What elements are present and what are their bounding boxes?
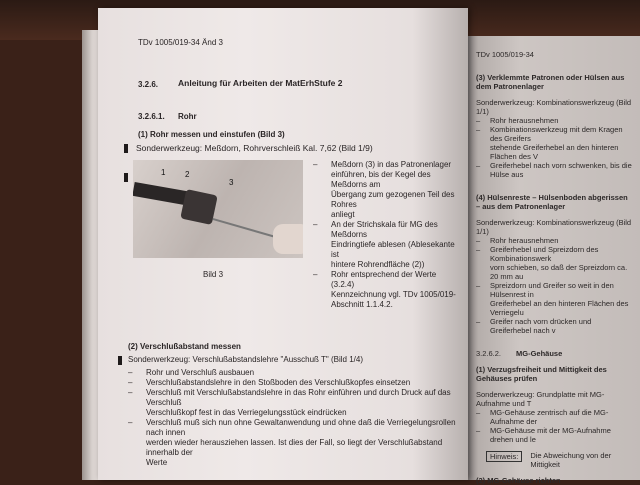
section-title: Anleitung für Arbeiten der MatErhStufe 2: [178, 78, 343, 88]
item5-tool: Sonderwerkzeug: Grundplatte mit MG-Aufnahme und T: [476, 390, 605, 408]
step: – Greifer nach vorn drücken und Greiferhebel nach v: [476, 317, 592, 335]
figure-label: 2: [185, 170, 190, 179]
step-cont: Eindringtiefe ablesen (Ablesekante ist: [331, 240, 455, 259]
right-page: [468, 36, 640, 485]
step-cont: hintere Rohrendfläche (2)): [331, 260, 425, 269]
step-cont: Abschnitt 1.1.4.2.: [331, 300, 393, 309]
step: – Spreizdorn und Greifer so weit in den Hülsenrest in: [476, 281, 614, 299]
left-page: [98, 8, 468, 480]
step: – Greiferhebel und Spreizdorn des Kombinationswerk: [476, 245, 599, 263]
margin-bar: [124, 173, 128, 182]
doc-id: TDv 1005/019-34 Änd 3: [138, 38, 223, 47]
hint-row: [486, 451, 632, 469]
step-cont: stehende Greiferhebel an den hinteren Flächen des V: [490, 143, 619, 161]
step-cont: Übergang zum gezogenen Teil des Rohres: [331, 190, 455, 209]
step: – Rohr herausnehmen: [476, 236, 559, 245]
item4-title: (4) Hülsenreste – Hülsenboden abgerissen – aus dem Patronenlager: [476, 193, 628, 211]
step: – Kombinationswerkzeug mit dem Kragen des Greifers: [476, 125, 623, 143]
item3-tool: Sonderwerkzeug: Kombinationswerkzeug (Bild 1/1): [476, 98, 632, 116]
figure-caption: Bild 3: [203, 270, 224, 279]
section-number: 3.2.6.: [138, 80, 159, 89]
item3-title: (3) Verklemmte Patronen oder Hülsen aus dem Patronenlager: [476, 73, 625, 91]
item2-title: (2) Verschlußabstand messen: [128, 342, 241, 351]
step-cont: Greiferhebel an den hinteren Flächen des Verriegelu: [490, 299, 629, 317]
step: – Greiferhebel nach vorn schwenken, bis die Hülse aus: [476, 161, 632, 179]
figure-label: 3: [229, 178, 234, 187]
hint-label: Hinweis:: [486, 451, 522, 462]
hint-text: Die Abweichung von der Mittigkeit: [530, 451, 612, 469]
item1-tool: Sonderwerkzeug: Meßdorn, Rohrverschleiß Kal. 7,62 (Bild 1/9): [136, 143, 373, 153]
figure-label: 1: [161, 168, 166, 177]
margin-bar: [124, 144, 128, 153]
subsection-number: 3.2.6.2.: [476, 349, 502, 358]
step: – An der Strichskala für MG des Meßdorns: [313, 220, 438, 239]
step-cont: werden wieder herausziehen lassen. Ist dies der Fall, so liegt der Verschlußabstand innerhalb der: [146, 438, 443, 457]
step-cont: anliegt: [331, 210, 355, 219]
step-list: [313, 160, 461, 310]
step-cont: vorn schieben, so daß der Spreizdorn ca. 20 mm au: [490, 263, 628, 281]
step: – Verschluß mit Verschlußabstandslehre in das Rohr einführen und durch Druck auf das Verschluß: [128, 388, 451, 407]
step: – Verschlußabstandslehre in den Stoßboden des Verschlußkopfes einsetzen: [128, 378, 411, 387]
item2-tool: Sonderwerkzeug: Verschlußabstandslehre "Ausschuß T" (Bild 1/4): [128, 355, 363, 364]
subsection-number: 3.2.6.1.: [138, 112, 165, 121]
step: – Verschluß muß sich nun ohne Gewaltanwendung und ohne daß die Verriegelungsrollen nach innen: [128, 418, 456, 437]
item2-step-list: [128, 368, 460, 468]
step: – MG-Gehäuse zentrisch auf die MG-Aufnahme der: [476, 408, 609, 426]
subsection-title: Rohr: [178, 112, 197, 121]
doc-id: TDv 1005/019-34: [476, 50, 534, 59]
step: – Rohr entsprechend der Werte (3.2.4): [313, 270, 437, 289]
step: – MG-Gehäuse mit der MG-Aufnahme drehen und le: [476, 426, 611, 444]
item4-tool: Sonderwerkzeug: Kombinationswerkzeug (Bild 1/1): [476, 218, 632, 236]
right-page-content: [476, 50, 632, 485]
step-cont: Kennzeichnung vgl. TDv 1005/019-: [331, 290, 456, 299]
step: – Rohr und Verschluß ausbauen: [128, 368, 255, 377]
step: – Rohr herausnehmen: [476, 116, 559, 125]
step-cont: Werte: [146, 458, 168, 467]
step-cont: Verschlußkopf fest in das Verriegelungsstück eindrücken: [146, 408, 347, 417]
step-cont: einführen, bis der Kegel des Meßdorns am: [331, 170, 431, 189]
step: – Meßdorn (3) in das Patronenlager: [313, 160, 452, 169]
subsection-title: MG-Gehäuse: [516, 349, 563, 358]
item1-title: (1) Rohr messen und einstufen (Bild 3): [138, 130, 285, 139]
margin-bar: [118, 356, 122, 365]
subsection-heading: [476, 349, 632, 358]
item6-title: (2) MG-Gehäuse richten: [476, 476, 561, 485]
figure-image: [133, 160, 303, 258]
item5-title: (1) Verzugsfreiheit und Mittigkeit des Gehäuses prüfen: [476, 365, 607, 383]
